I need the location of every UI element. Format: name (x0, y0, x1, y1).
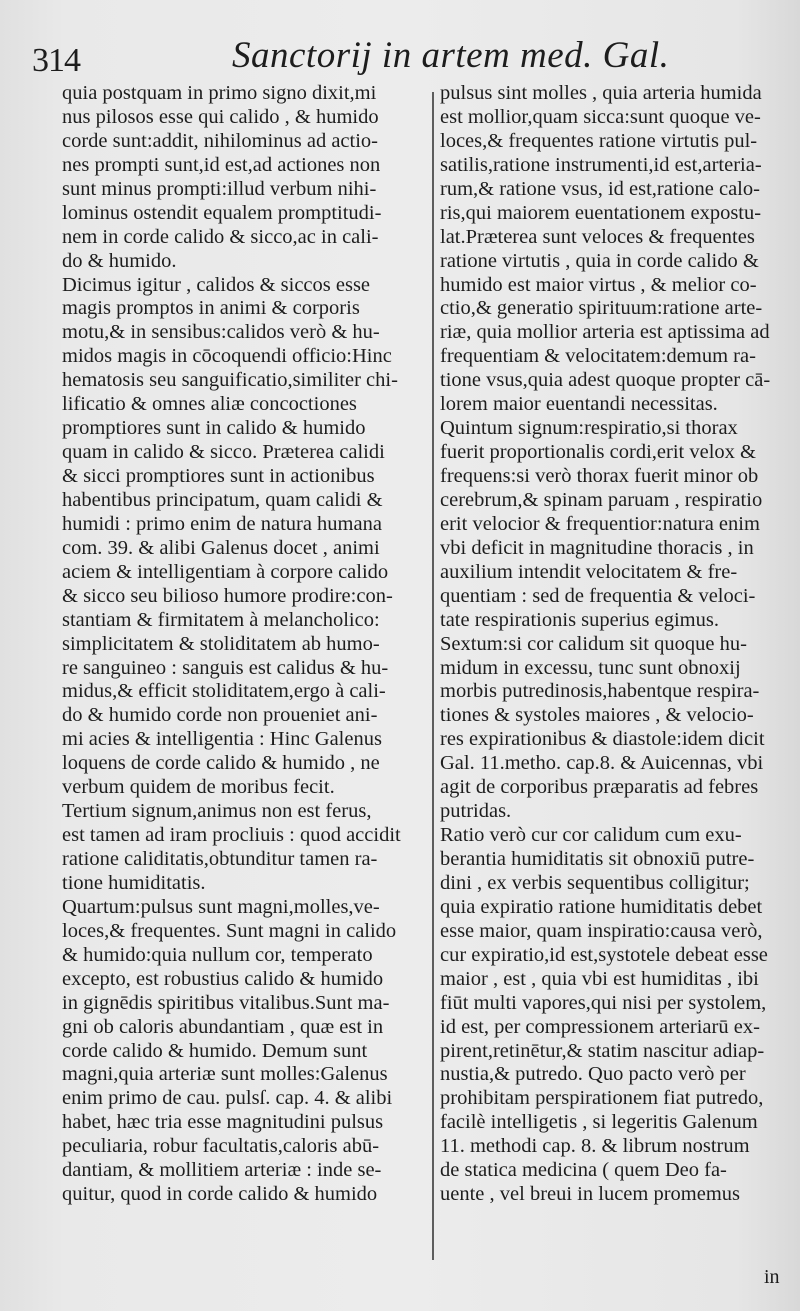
text-line: habet, hæc tria esse magnitudini pulsus (62, 1111, 384, 1134)
text-line: fuerit proportionalis cordi,erit velox & (440, 441, 756, 464)
text-line: enim primo de cau. pulsſ. cap. 4. & alibi (62, 1087, 393, 1110)
text-line: cerebrum,& spinam paruam , respiratio (440, 488, 763, 511)
text-line: riæ, quia mollior arteria est aptissima ad (440, 321, 770, 344)
text-line: rum,& ratione vsus, id est,ratione calo- (440, 177, 760, 200)
text-line: facilè intelligetis , si legeritis Galenum (440, 1111, 758, 1134)
text-line: dini , ex verbis sequentibus colligitur; (440, 871, 750, 894)
running-head: Sanctorij in artem med. Gal. (232, 35, 670, 76)
text-line: frequens:si verò thorax fuerit minor ob (440, 465, 759, 487)
text-line: nem in corde calido & sicco,ac in cali- (62, 225, 379, 248)
text-line: fiūt multi vapores,qui nisi per systolem, (440, 991, 767, 1014)
text-line: peculiaria, robur facultatis,caloris abū- (62, 1135, 380, 1158)
text-line: uente , vel breui in lucem promemus (440, 1183, 741, 1206)
text-line: tate respirationis superius egimus. (440, 608, 719, 631)
text-line: nus pilosos esse qui calido , & humido (62, 105, 379, 128)
text-line: loquens de corde calido & humido , ne (62, 752, 380, 775)
text-line: & sicci promptiores sunt in actionibus (62, 465, 375, 487)
text-line: lat.Præterea sunt veloces & frequentes (440, 225, 755, 248)
text-line: pirent,retinētur,& statim nascitur adiap- (440, 1039, 765, 1062)
text-line: lorem maior euentandi necessitas. (440, 393, 718, 416)
text-line: quia expiratio ratione humiditatis debet (440, 895, 763, 918)
text-line: motu,& in sensibus:calidos verò & hu- (62, 321, 380, 344)
text-line: stantiam & firmitatem à melancholico: (62, 608, 380, 631)
text-line: Ratio verò cur cor calidum cum exu- (440, 824, 742, 847)
column-divider (432, 92, 434, 1260)
text-line: ratione virtutis , quia in corde calido & (440, 249, 759, 272)
text-line: hematosis seu sanguificatio,similiter chi- (62, 369, 398, 392)
text-line: corde calido & humido. Demum sunt (62, 1039, 368, 1062)
text-line: com. 39. & alibi Galenus docet , animi (62, 536, 380, 559)
text-line: verbum quidem de moribus fecit. (62, 776, 335, 799)
text-line: nes prompti sunt,id est,ad actiones non (62, 153, 381, 176)
text-line: prohibitam perspirationem fiat putredo, (440, 1087, 764, 1110)
text-line: maior , est , quia vbi est humiditas , ibi (440, 967, 759, 990)
text-line: est tamen ad iram procliuis : quod accidit (62, 824, 401, 847)
text-line: humido est maior virtus , & melior co- (440, 273, 757, 296)
text-line: agit de corporibus præparatis ad febres (440, 776, 759, 799)
text-line: tione humiditatis. (62, 871, 206, 894)
text-line: simplicitatem & stoliditatem ab humo- (62, 632, 380, 655)
text-line: midos magis in cōcoquendi officio:Hinc (62, 345, 392, 368)
text-line: midum in excessu, tunc sunt obnoxij (440, 656, 741, 679)
text-line: & sicco seu bilioso humore prodire:con- (62, 584, 393, 607)
text-line: berantia humiditatis sit obnoxiū putre- (440, 848, 755, 870)
left-text-column (62, 82, 432, 1207)
catchword: in (764, 1266, 780, 1288)
text-line: Sextum:si cor calidum sit quoque hu- (440, 632, 747, 655)
text-line: sunt minus prompti:illud verbum nihi- (62, 177, 377, 200)
text-line: de statica medicina ( quem Deo fa- (440, 1159, 727, 1182)
text-line: cur expiratio,id est,systotele debeat esse (440, 943, 768, 966)
text-line: in gignēdis spiritibus vitalibus.Sunt ma- (62, 991, 390, 1014)
text-line: Dicimus igitur , calidos & siccos esse (62, 273, 371, 296)
text-line: Tertium signum,animus non est ferus, (62, 800, 372, 823)
text-line: Quintum signum:respiratio,si thorax (440, 417, 738, 440)
page-header (32, 28, 772, 90)
text-line: do & humido corde non proueniet ani- (62, 704, 378, 727)
text-line: id est, per compressionem arteriarū ex- (440, 1015, 760, 1038)
text-line: 11. methodi cap. 8. & librum nostrum (440, 1135, 750, 1158)
text-line: pulsus sint molles , quia arteria humida (440, 82, 762, 104)
text-line: loces,& frequentes ratione virtutis pul- (440, 129, 758, 152)
text-line: putridas. (440, 800, 512, 823)
text-line: promptiores sunt in calido & humido (62, 417, 366, 440)
text-line: quia postquam in primo signo dixit,mi (62, 82, 377, 104)
text-line: quitur, quod in corde calido & humido (62, 1183, 378, 1206)
text-line: corde sunt:addit, nihilominus ad actio- (62, 129, 378, 152)
text-line: lificatio & omnes aliæ concoctiones (62, 393, 357, 416)
text-line: frequentiam & velocitatem:demum ra- (440, 345, 756, 368)
right-text-column (440, 82, 800, 1207)
text-line: mi acies & intelligentia : Hinc Galenus (62, 728, 382, 751)
text-line: quam in calido & sicco. Præterea calidi (62, 441, 385, 464)
text-line: magni,quia arteriæ sunt molles:Galenus (62, 1063, 388, 1086)
text-line: erit velocior & frequentior:natura enim (440, 512, 760, 535)
text-line: habentibus principatum, quam calidi & (62, 488, 383, 511)
text-line: ratione caliditatis,obtunditur tamen ra- (62, 848, 378, 870)
text-line: magis promptos in animi & corporis (62, 297, 360, 320)
text-line: dantiam, & mollitiem arteriæ : inde se- (62, 1159, 382, 1182)
text-line: quentiam : sed de frequentia & veloci- (440, 584, 756, 607)
text-line: aciem & intelligentiam à corpore calido (62, 560, 389, 583)
text-line: re sanguineo : sanguis est calidus & hu- (62, 656, 389, 679)
text-line: morbis putredinosis,habentque respira- (440, 680, 760, 703)
text-line: esse maior, quam inspiratio:causa verò, (440, 919, 763, 942)
text-line: tiones & systoles maiores , & velocio- (440, 704, 754, 727)
text-line: auxilium intendit velocitatem & fre- (440, 560, 738, 583)
text-line: lominus ostendit equalem promptitudi- (62, 201, 382, 224)
text-line: gni ob caloris abundantiam , quæ est in (62, 1015, 384, 1038)
text-line: Gal. 11.metho. cap.8. & Auicennas, vbi (440, 752, 764, 775)
text-line: vbi deficit in magnitudine thoracis , in (440, 536, 754, 559)
text-line: excepto, est robustius calido & humido (62, 967, 384, 990)
text-line: ctio,& generatio spirituum:ratione arte- (440, 297, 763, 320)
text-line: do & humido. (62, 249, 177, 272)
text-line: Quartum:pulsus sunt magni,molles,ve- (62, 895, 380, 918)
text-line: res expirationibus & diastole:idem dicit (440, 728, 765, 751)
text-line: midus,& efficit stoliditatem,ergo à cali- (62, 680, 386, 703)
page-number: 314 (32, 42, 80, 79)
text-line: est mollior,quam sicca:sunt quoque ve- (440, 105, 761, 128)
text-line: humidi : primo enim de natura humana (62, 512, 382, 535)
text-line: satilis,ratione instrumenti,id est,arteria- (440, 153, 762, 176)
text-line: tione vsus,quia adest quoque propter cā- (440, 369, 771, 392)
text-line: ris,qui maiorem euentationem expostu- (440, 201, 762, 224)
text-line: nustia,& putredo. Quo pacto verò per (440, 1063, 746, 1086)
text-line: loces,& frequentes. Sunt magni in calido (62, 919, 397, 942)
text-line: & humido:quia nullum cor, temperato (62, 943, 373, 966)
